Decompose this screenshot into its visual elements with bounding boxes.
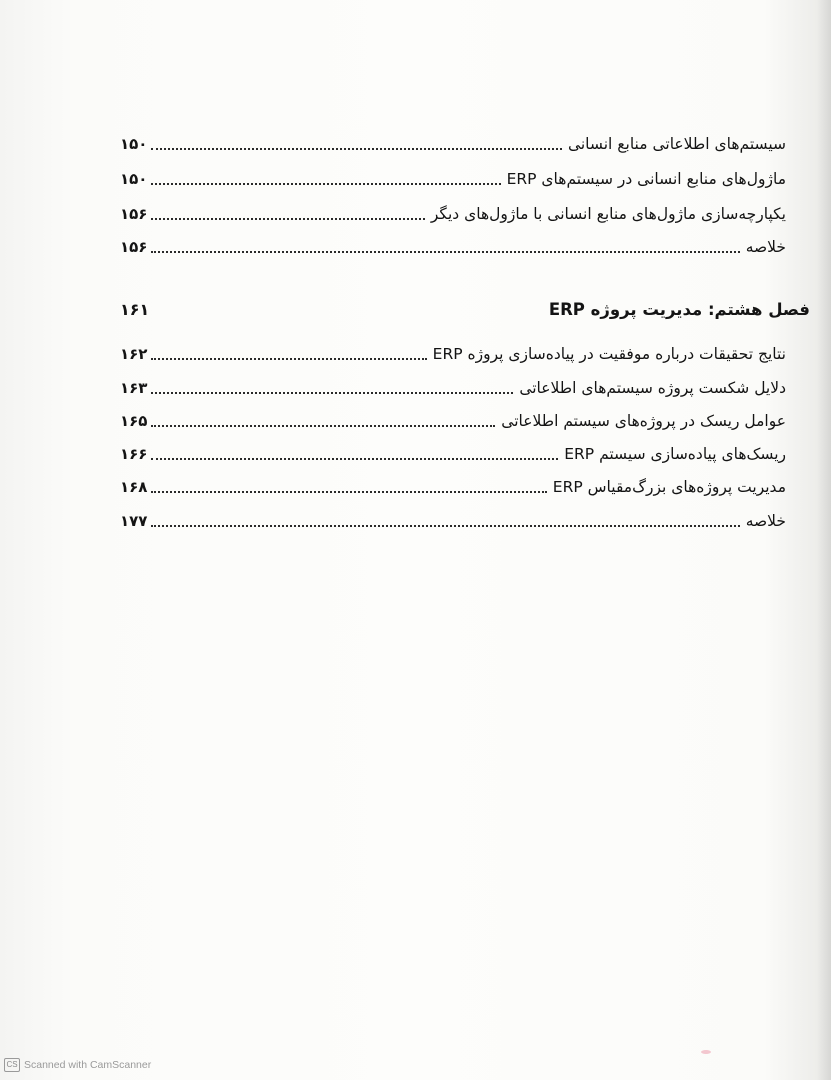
toc-entry-page: ۱۵۰: [120, 135, 148, 153]
toc-entry-title: سیستم‌های اطلاعاتی منابع انسانی: [567, 135, 786, 153]
dot-leader: [151, 148, 561, 150]
toc-entry-title: عوامل ریسک در پروژه‌های سیستم اطلاعاتی: [501, 412, 786, 430]
chapter-page: ۱۶۱: [120, 299, 150, 319]
toc-entry-title: خلاصه: [745, 238, 786, 256]
toc-entry[interactable]: [120, 163, 786, 195]
toc-entry[interactable]: [120, 372, 786, 404]
toc-entry[interactable]: [120, 405, 786, 437]
toc-entry-page: ۱۷۷: [120, 512, 148, 530]
toc-entry-title: ریسک‌های پیاده‌سازی سیستم ERP: [564, 445, 786, 463]
toc-entry[interactable]: [120, 505, 786, 537]
toc-entry[interactable]: [120, 471, 786, 503]
dot-leader: [151, 458, 558, 460]
toc-entry[interactable]: [120, 438, 786, 470]
camscanner-logo-icon: CS: [4, 1058, 20, 1072]
toc-entry-page: ۱۶۶: [120, 445, 148, 463]
dot-leader: [151, 218, 424, 220]
chapter-heading[interactable]: [120, 292, 810, 326]
dot-leader: [151, 251, 739, 253]
toc-entry-title: نتایج تحقیقات درباره موفقیت در پیاده‌سازی پروژه ERP: [432, 345, 786, 363]
dot-leader: [151, 358, 426, 360]
toc-entry-page: ۱۶۳: [120, 379, 148, 397]
toc-entry-page: ۱۵۶: [120, 205, 148, 223]
toc-entry-title: ماژول‌های منابع انسانی در سیستم‌های ERP: [506, 170, 786, 188]
dot-leader: [151, 392, 513, 394]
toc-entry-title: خلاصه: [745, 512, 786, 530]
camscanner-watermark: [4, 1058, 151, 1072]
toc-entry[interactable]: [120, 198, 786, 230]
dot-leader: [151, 425, 495, 427]
toc-entry-page: ۱۶۸: [120, 478, 148, 496]
toc-entry[interactable]: [120, 231, 786, 263]
toc-entry[interactable]: [120, 338, 786, 370]
toc-entry-title: یکپارچه‌سازی ماژول‌های منابع انسانی با ماژول‌های دیگر: [430, 205, 786, 223]
watermark-text: Scanned with CamScanner: [24, 1059, 152, 1071]
toc-entry-page: ۱۵۶: [120, 238, 148, 256]
ink-smudge: [701, 1050, 711, 1054]
chapter-title: فصل هشتم: مدیریت پروژه ERP: [548, 299, 810, 319]
toc-entry[interactable]: [120, 128, 786, 160]
toc-entry-title: دلایل شکست پروژه سیستم‌های اطلاعاتی: [519, 379, 786, 397]
dot-leader: [151, 183, 500, 185]
dot-leader: [151, 525, 739, 527]
toc-entry-page: ۱۶۵: [120, 412, 148, 430]
page-shadow-edge: [817, 0, 831, 1080]
toc-entry-title: مدیریت پروژه‌های بزرگ‌مقیاس ERP: [552, 478, 786, 496]
toc-entry-page: ۱۶۲: [120, 345, 148, 363]
toc-entry-page: ۱۵۰: [120, 170, 148, 188]
dot-leader: [151, 491, 546, 493]
